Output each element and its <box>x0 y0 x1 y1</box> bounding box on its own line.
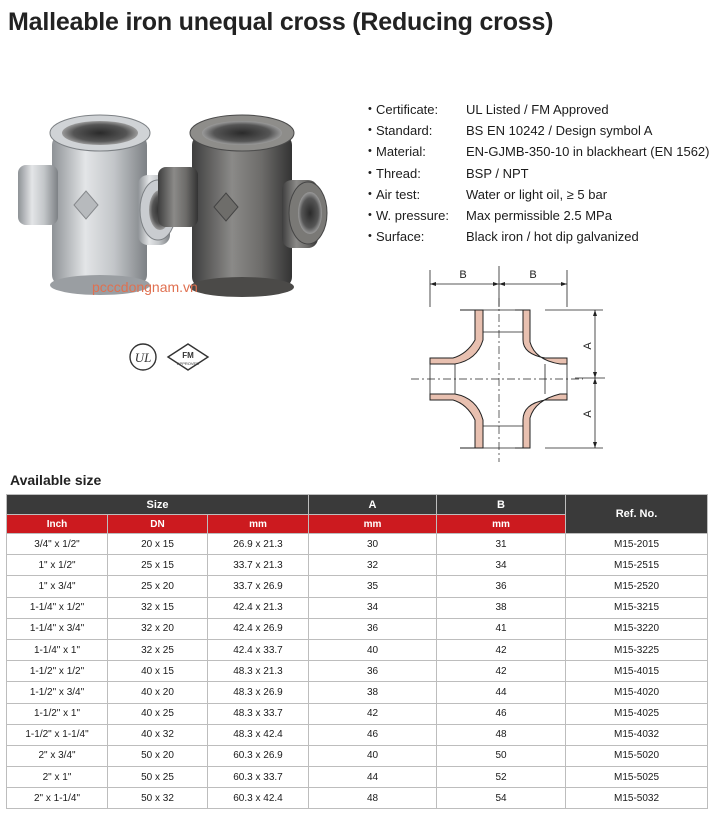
spec-value: Black iron / hot dip galvanized <box>466 229 639 245</box>
column-header-dn: DN <box>108 515 208 534</box>
cell-dn: 50 x 20 <box>108 745 208 766</box>
table-row <box>7 703 708 724</box>
cell-dn: 40 x 32 <box>108 724 208 745</box>
spec-row-standard <box>368 120 720 141</box>
column-header-ref-no: Ref. No. <box>566 495 708 534</box>
dimension-label-b: B <box>459 269 467 281</box>
table-row <box>7 639 708 660</box>
cell-ref: M15-5020 <box>566 745 708 766</box>
fm-approved-logo-icon <box>168 344 208 370</box>
cell-inch: 3/4" x 1/2" <box>7 534 108 555</box>
cell-inch: 1-1/2" x 1" <box>7 703 108 724</box>
cell-inch: 1-1/4" x 1" <box>7 639 108 660</box>
dimension-label-a: A <box>582 410 594 418</box>
table-row <box>7 745 708 766</box>
cell-b: 50 <box>437 745 566 766</box>
cell-ref: M15-2015 <box>566 534 708 555</box>
galvanized-cross-fitting <box>18 115 176 295</box>
cell-ref: M15-2520 <box>566 576 708 597</box>
cell-b: 54 <box>437 788 566 809</box>
cell-inch: 1-1/2" x 3/4" <box>7 682 108 703</box>
cell-ref: M15-4025 <box>566 703 708 724</box>
cell-a: 40 <box>309 745 437 766</box>
cell-inch: 2" x 1-1/4" <box>7 788 108 809</box>
table-header-row <box>7 495 708 515</box>
spec-row-material <box>368 141 720 162</box>
spec-row-thread <box>368 163 720 184</box>
cell-mm: 60.3 x 42.4 <box>208 788 309 809</box>
cell-b: 34 <box>437 555 566 576</box>
cell-mm: 60.3 x 33.7 <box>208 767 309 788</box>
dimension-label-b: B <box>529 269 537 281</box>
column-header-mm: mm <box>208 515 309 534</box>
cell-b: 52 <box>437 767 566 788</box>
cell-mm: 48.3 x 21.3 <box>208 661 309 682</box>
cell-a: 40 <box>309 639 437 660</box>
page-title: Malleable iron unequal cross (Reducing cross) <box>8 8 554 36</box>
spec-row-certificate <box>368 99 720 120</box>
spec-value: UL Listed / FM Approved <box>466 102 609 117</box>
cell-a: 32 <box>309 555 437 576</box>
ul-logo-icon <box>130 344 156 370</box>
cell-b: 41 <box>437 618 566 639</box>
cell-a: 38 <box>309 682 437 703</box>
cell-dn: 20 x 15 <box>108 534 208 555</box>
cell-b: 46 <box>437 703 566 724</box>
spec-label: • Certificate: <box>368 99 466 120</box>
spec-label: • Surface: <box>368 226 466 247</box>
cell-ref: M15-4020 <box>566 682 708 703</box>
cell-inch: 1" x 1/2" <box>7 555 108 576</box>
spec-label: • Thread: <box>368 163 466 184</box>
cell-a: 46 <box>309 724 437 745</box>
cell-inch: 1-1/2" x 1-1/4" <box>7 724 108 745</box>
cell-mm: 60.3 x 26.9 <box>208 745 309 766</box>
table-row <box>7 618 708 639</box>
table-row <box>7 767 708 788</box>
black-iron-cross-fitting <box>158 115 327 297</box>
cell-mm: 33.7 x 21.3 <box>208 555 309 576</box>
cell-b: 31 <box>437 534 566 555</box>
column-header-b-mm: mm <box>437 515 566 534</box>
cell-ref: M15-3225 <box>566 639 708 660</box>
watermark-text: pcccdongnam.vn <box>92 279 198 295</box>
column-header-a-mm: mm <box>309 515 437 534</box>
cell-dn: 25 x 20 <box>108 576 208 597</box>
cell-b: 36 <box>437 576 566 597</box>
cell-dn: 40 x 20 <box>108 682 208 703</box>
cell-dn: 50 x 25 <box>108 767 208 788</box>
cell-ref: M15-4015 <box>566 661 708 682</box>
spec-value: Max permissible 2.5 MPa <box>466 208 612 224</box>
fm-logo-subtext: APPROVED <box>176 361 200 366</box>
cell-dn: 40 x 25 <box>108 703 208 724</box>
cell-dn: 32 x 20 <box>108 618 208 639</box>
ul-logo-text: UL <box>134 350 152 365</box>
spec-list <box>368 99 720 247</box>
cell-mm: 42.4 x 26.9 <box>208 618 309 639</box>
spec-value: BSP / NPT <box>466 165 529 181</box>
section-title-available-size: Available size <box>10 472 102 488</box>
spec-label: • Air test: <box>368 184 466 205</box>
cross-section-drawing <box>405 262 615 470</box>
column-group-size: Size <box>7 495 309 515</box>
cell-ref: M15-2515 <box>566 555 708 576</box>
cell-ref: M15-3215 <box>566 597 708 618</box>
column-header-inch: Inch <box>7 515 108 534</box>
cell-mm: 48.3 x 33.7 <box>208 703 309 724</box>
cell-dn: 25 x 15 <box>108 555 208 576</box>
cell-b: 42 <box>437 661 566 682</box>
cell-dn: 50 x 32 <box>108 788 208 809</box>
spec-row-surface <box>368 226 720 247</box>
cell-inch: 1-1/4" x 1/2" <box>7 597 108 618</box>
cell-inch: 1" x 3/4" <box>7 576 108 597</box>
cell-mm: 26.9 x 21.3 <box>208 534 309 555</box>
table-row <box>7 788 708 809</box>
cell-b: 44 <box>437 682 566 703</box>
spec-value: Water or light oil, ≥ 5 bar <box>466 186 608 202</box>
table-row <box>7 661 708 682</box>
size-table <box>6 494 708 809</box>
spec-value: EN-GJMB-350-10 in blackheart (EN 1562) <box>466 144 710 160</box>
cell-dn: 40 x 15 <box>108 661 208 682</box>
table-row <box>7 724 708 745</box>
cell-mm: 42.4 x 33.7 <box>208 639 309 660</box>
cell-mm: 48.3 x 26.9 <box>208 682 309 703</box>
spec-label: • Standard: <box>368 120 466 141</box>
cell-inch: 2" x 3/4" <box>7 745 108 766</box>
fm-logo-text: FM <box>182 351 194 360</box>
table-row <box>7 534 708 555</box>
cell-a: 44 <box>309 767 437 788</box>
cell-ref: M15-5032 <box>566 788 708 809</box>
dimension-label-a: A <box>582 342 594 350</box>
column-header-a: A <box>309 495 437 515</box>
cell-b: 48 <box>437 724 566 745</box>
spec-label: • Material: <box>368 141 466 162</box>
column-header-b: B <box>437 495 566 515</box>
cell-mm: 33.7 x 26.9 <box>208 576 309 597</box>
cell-a: 35 <box>309 576 437 597</box>
cell-a: 30 <box>309 534 437 555</box>
spec-value: BS EN 10242 / Design symbol A <box>466 123 653 139</box>
cell-a: 36 <box>309 661 437 682</box>
table-row <box>7 597 708 618</box>
spec-row-working-pressure <box>368 205 720 226</box>
cell-mm: 48.3 x 42.4 <box>208 724 309 745</box>
certification-logos <box>128 340 228 374</box>
cell-a: 42 <box>309 703 437 724</box>
cell-a: 48 <box>309 788 437 809</box>
table-row <box>7 576 708 597</box>
cell-inch: 1-1/4" x 3/4" <box>7 618 108 639</box>
cell-inch: 1-1/2" x 1/2" <box>7 661 108 682</box>
cell-a: 36 <box>309 618 437 639</box>
cell-b: 38 <box>437 597 566 618</box>
table-row <box>7 682 708 703</box>
cell-mm: 42.4 x 21.3 <box>208 597 309 618</box>
cell-b: 42 <box>437 639 566 660</box>
spec-label: • W. pressure: <box>368 205 466 226</box>
cell-ref: M15-4032 <box>566 724 708 745</box>
cell-dn: 32 x 25 <box>108 639 208 660</box>
spec-row-air-test <box>368 184 720 205</box>
cell-ref: M15-3220 <box>566 618 708 639</box>
cell-inch: 2" x 1" <box>7 767 108 788</box>
cell-dn: 32 x 15 <box>108 597 208 618</box>
cell-a: 34 <box>309 597 437 618</box>
table-row <box>7 555 708 576</box>
cell-ref: M15-5025 <box>566 767 708 788</box>
